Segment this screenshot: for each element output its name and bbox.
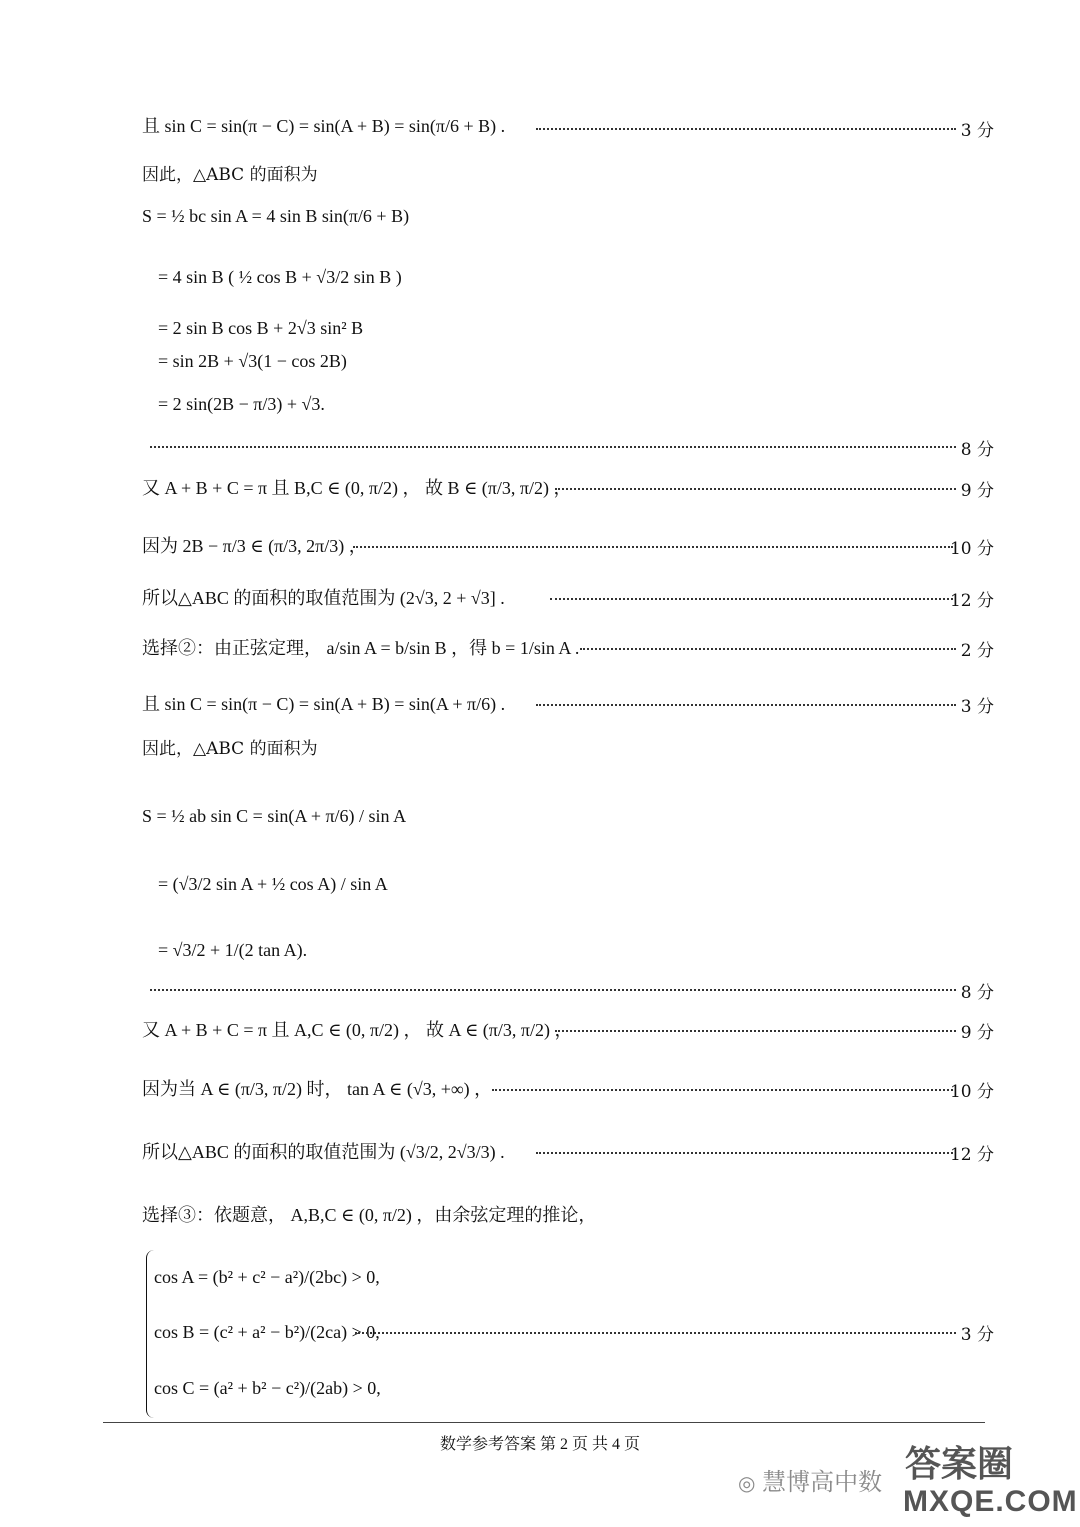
dot-leader xyxy=(492,1089,953,1091)
math-line xyxy=(142,114,505,138)
row-text: cos C = (a² + b² − c²)/(2ab) > 0, xyxy=(154,1378,381,1398)
math-line xyxy=(158,316,363,340)
math-line xyxy=(142,163,318,187)
score: 8 分 xyxy=(960,983,994,1003)
math-line xyxy=(142,534,367,558)
math-line xyxy=(154,1376,381,1400)
math-line xyxy=(142,1203,596,1227)
math-line xyxy=(142,1018,572,1042)
score: 3 分 xyxy=(960,1325,994,1345)
row-text: 选择③：依题意， A,B,C ∈ (0, π/2) ，由余弦定理的推论， xyxy=(142,1205,597,1225)
row-text: 且 sin C = sin(π − C) = sin(A + B) = sin(A + π/6) . xyxy=(142,694,506,714)
row-text: = (√3/2 sin A + ½ cos A) / sin A xyxy=(158,874,388,894)
dot-leader xyxy=(580,648,956,650)
dot-leader xyxy=(550,598,953,600)
math-line xyxy=(142,1077,492,1101)
score: 10 分 xyxy=(949,539,994,559)
dot-leader xyxy=(536,1152,953,1154)
math-line xyxy=(142,476,571,500)
score: 3 分 xyxy=(960,697,994,717)
row-text: = 2 sin B cos B + 2√3 sin² B xyxy=(158,318,364,338)
score: 9 分 xyxy=(960,481,994,501)
row-text: = sin 2B + √3(1 − cos 2B) xyxy=(158,351,347,371)
row-text: 又 A + B + C = π 且 A,C ∈ (0, π/2) ， 故 A ∈ (π/3, π/2) ， xyxy=(142,1020,573,1040)
dot-leader xyxy=(355,1332,956,1334)
page-footer: 数学参考答案 第 2 页 共 4 页 xyxy=(439,1436,640,1453)
row-text: 所以△ABC 的面积的取值范围为 (√3/2, 2√3/3) . xyxy=(142,1142,505,1162)
math-line xyxy=(158,349,347,373)
dot-leader xyxy=(536,704,956,706)
row-text: 因为 2B − π/3 ∈ (π/3, 2π/3) ， xyxy=(142,536,367,556)
row-text: 所以△ABC 的面积的取值范围为 (2√3, 2 + √3] . xyxy=(142,588,505,608)
score: 10 分 xyxy=(949,1082,994,1102)
math-line xyxy=(142,692,505,716)
dot-leader xyxy=(536,128,956,130)
wechat-icon: ◎ xyxy=(738,1473,756,1495)
math-line xyxy=(158,938,307,962)
math-line xyxy=(142,737,318,761)
math-line xyxy=(142,636,579,660)
math-line xyxy=(142,204,409,228)
row-text: 因此，△ABC 的面积为 xyxy=(142,165,318,185)
score: 12 分 xyxy=(949,1145,994,1165)
math-line xyxy=(142,586,505,610)
score: 12 分 xyxy=(949,591,994,611)
score: 9 分 xyxy=(960,1023,994,1043)
score: 8 分 xyxy=(960,440,994,460)
math-line xyxy=(154,1265,380,1289)
watermark-brand-bottom: MXQE.COM xyxy=(903,1485,1078,1518)
dot-leader xyxy=(555,488,956,490)
row-text: S = ½ ab sin C = sin(A + π/6) / sin A xyxy=(142,806,407,826)
watermark-brand-top: 答案圈 xyxy=(905,1443,1014,1484)
watermark-source xyxy=(738,1462,882,1497)
math-line xyxy=(142,804,406,828)
row-text: 且 sin C = sin(π − C) = sin(A + B) = sin(π/6 + B) . xyxy=(142,116,506,136)
math-line xyxy=(158,392,325,416)
math-line xyxy=(158,872,388,896)
math-line xyxy=(142,1140,505,1164)
footer-rule xyxy=(103,1422,985,1423)
row-text: = √3/2 + 1/(2 tan A). xyxy=(158,940,308,960)
math-line xyxy=(158,265,402,289)
score: 2 分 xyxy=(960,641,994,661)
dot-leader xyxy=(555,1030,956,1032)
row-text: 因此，△ABC 的面积为 xyxy=(142,739,318,759)
row-text: cos A = (b² + c² − a²)/(2bc) > 0, xyxy=(154,1267,380,1287)
row-text: 选择②：由正弦定理， a/sin A = b/sin B ，得 b = 1/sin A . xyxy=(142,638,580,658)
row-text: = 2 sin(2B − π/3) + √3. xyxy=(158,394,325,414)
watermark-source-text: 慧博高中数 xyxy=(762,1469,883,1496)
dot-leader xyxy=(353,546,953,548)
row-text: cos B = (c² + a² − b²)/(2ca) > 0, xyxy=(154,1322,380,1342)
score: 3 分 xyxy=(960,121,994,141)
row-text: S = ½ bc sin A = 4 sin B sin(π/6 + B) xyxy=(142,206,410,226)
math-line xyxy=(154,1320,380,1344)
dot-leader xyxy=(150,989,956,991)
dot-leader xyxy=(150,446,956,448)
row-text: 又 A + B + C = π 且 B,C ∈ (0, π/2) ， 故 B ∈ (π/3, π/2) ， xyxy=(142,478,572,498)
row-text: = 4 sin B ( ½ cos B + √3/2 sin B ) xyxy=(158,267,402,287)
row-text: 因为当 A ∈ (π/3, π/2) 时， tan A ∈ (√3, +∞) ， xyxy=(142,1079,493,1099)
